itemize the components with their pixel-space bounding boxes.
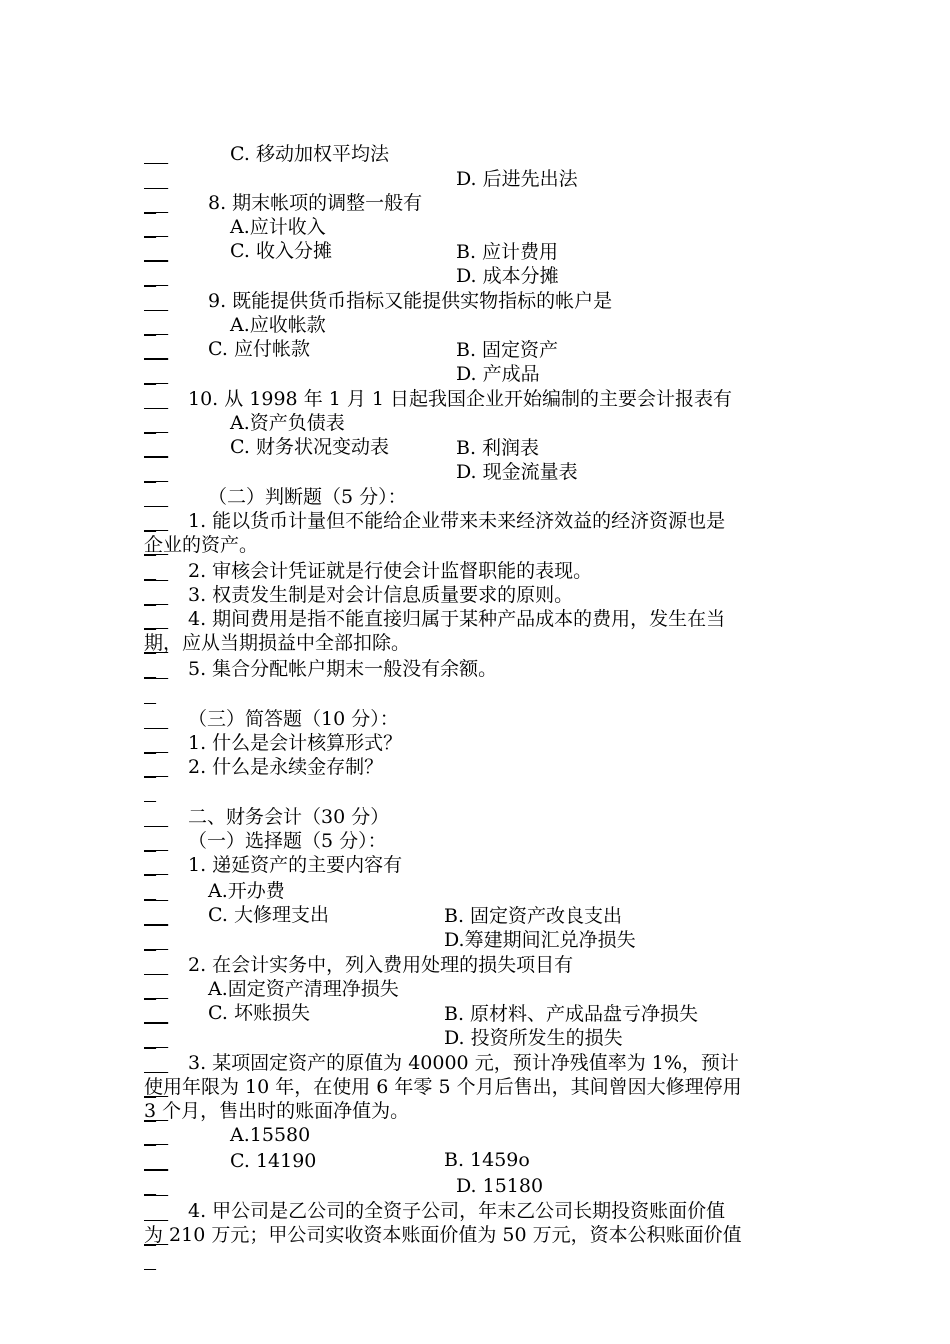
fin-q3-option-d: D. 15180 [456, 1175, 544, 1197]
q7-option-c: C. 移动加权平均法 [230, 143, 389, 165]
judge-item-2: 2. 审核会计凭证就是行使会计监督职能的表现。 [188, 560, 593, 582]
fin-q1-option-c: C. 大修理支出 [208, 904, 329, 926]
q8-option-b: B. 应计费用 [456, 241, 559, 263]
q7-options-cd [144, 117, 596, 190]
fin-q3-option-b: B. 1459o [444, 1149, 530, 1171]
fin-q1-option-b: B. 固定资产改良支出 [444, 905, 623, 927]
fin-q1-option-a: A.开办费 [208, 880, 285, 902]
fin-q4-line-2: 为 210 万元；甲公司实收资本账面价值为 50 万元，资本公积账面价值 [144, 1224, 742, 1246]
q9-option-a: A.应收帐款 [230, 314, 326, 336]
q10-option-a: A.资产负债表 [230, 412, 345, 434]
fin-q1-option-d: D.筹建期间汇兑净损失 [444, 929, 636, 951]
q8-stem: 8. 期末帐项的调整一般有 [208, 192, 423, 214]
fin-q1-stem: 1. 递延资产的主要内容有 [188, 854, 403, 876]
q8-option-c: C. 收入分摊 [230, 240, 332, 262]
judge-item-4b: 期，应从当期损益中全部扣除。 [144, 632, 411, 654]
q9-option-d: D. 产成品 [456, 363, 540, 385]
fin-heading: 二、财务会计（30 分） [188, 806, 390, 828]
fin-q3-option-a: A.15580 [230, 1124, 311, 1146]
judge-item-5: 5. 集合分配帐户期末一般没有余额。 [188, 658, 498, 680]
fin-q3-line-2: 使用年限为 10 年，在使用 6 年零 5 个月后售出，其间曾因大修理停用 [144, 1076, 742, 1098]
q10-option-d: D. 现金流量表 [456, 461, 578, 483]
q7-option-d: D. 后进先出法 [456, 168, 578, 190]
fin-q2-option-a: A.固定资产清理净损失 [208, 978, 399, 1000]
q8-option-d: D. 成本分摊 [456, 265, 559, 287]
fin-q3-option-c: C. 14190 [230, 1150, 317, 1172]
q9-option-c: C. 应付帐款 [208, 338, 310, 360]
short-item-1: 1. 什么是会计核算形式？ [188, 732, 403, 754]
fin-sub-heading: （一）选择题（5 分）： [188, 830, 387, 852]
fin-q2-option-c: C. 坏账损失 [208, 1002, 310, 1024]
fin-q4-line-1: 4. 甲公司是乙公司的全资子公司，年末乙公司长期投资账面价值 [188, 1200, 726, 1222]
fin-q2-option-b: B. 原材料、产成品盘亏净损失 [444, 1003, 699, 1025]
judge-item-3: 3. 权责发生制是对会计信息质量要求的原则。 [188, 584, 574, 606]
fin-q3-line-1: 3. 某项固定资产的原值为 40000 元，预计净残值率为 1%，预计 [188, 1052, 739, 1074]
q9-option-b: B. 固定资产 [456, 339, 559, 361]
q10-stem: 10. 从 1998 年 1 月 1 日起我国企业开始编制的主要会计报表有 [188, 388, 733, 410]
judge-item-1b: 企业的资产。 [144, 534, 259, 556]
q10-option-c: C. 财务状况变动表 [230, 436, 389, 458]
fin-q3-line-3: 3 个月，售出时的账面净值为。 [144, 1100, 410, 1122]
judge-item-1a: 1. 能以货币计量但不能给企业带来未来经济效益的经济资源也是 [188, 510, 726, 532]
fin-q2-stem: 2. 在会计实务中，列入费用处理的损失项目有 [188, 954, 574, 976]
short-item-2: 2. 什么是永续金存制？ [188, 756, 384, 778]
judge-heading: （二）判断题（5 分）： [208, 486, 407, 508]
q8-option-a: A.应计收入 [230, 216, 326, 238]
judge-item-4a: 4. 期间费用是指不能直接归属于某种产品成本的费用，发生在当 [188, 608, 726, 630]
q10-option-b: B. 利润表 [456, 437, 540, 459]
short-heading: （三）简答题（10 分）： [188, 708, 399, 730]
fin-q2-option-d: D. 投资所发生的损失 [444, 1027, 623, 1049]
q9-stem: 9. 既能提供货币指标又能提供实物指标的帐户是 [208, 290, 613, 312]
